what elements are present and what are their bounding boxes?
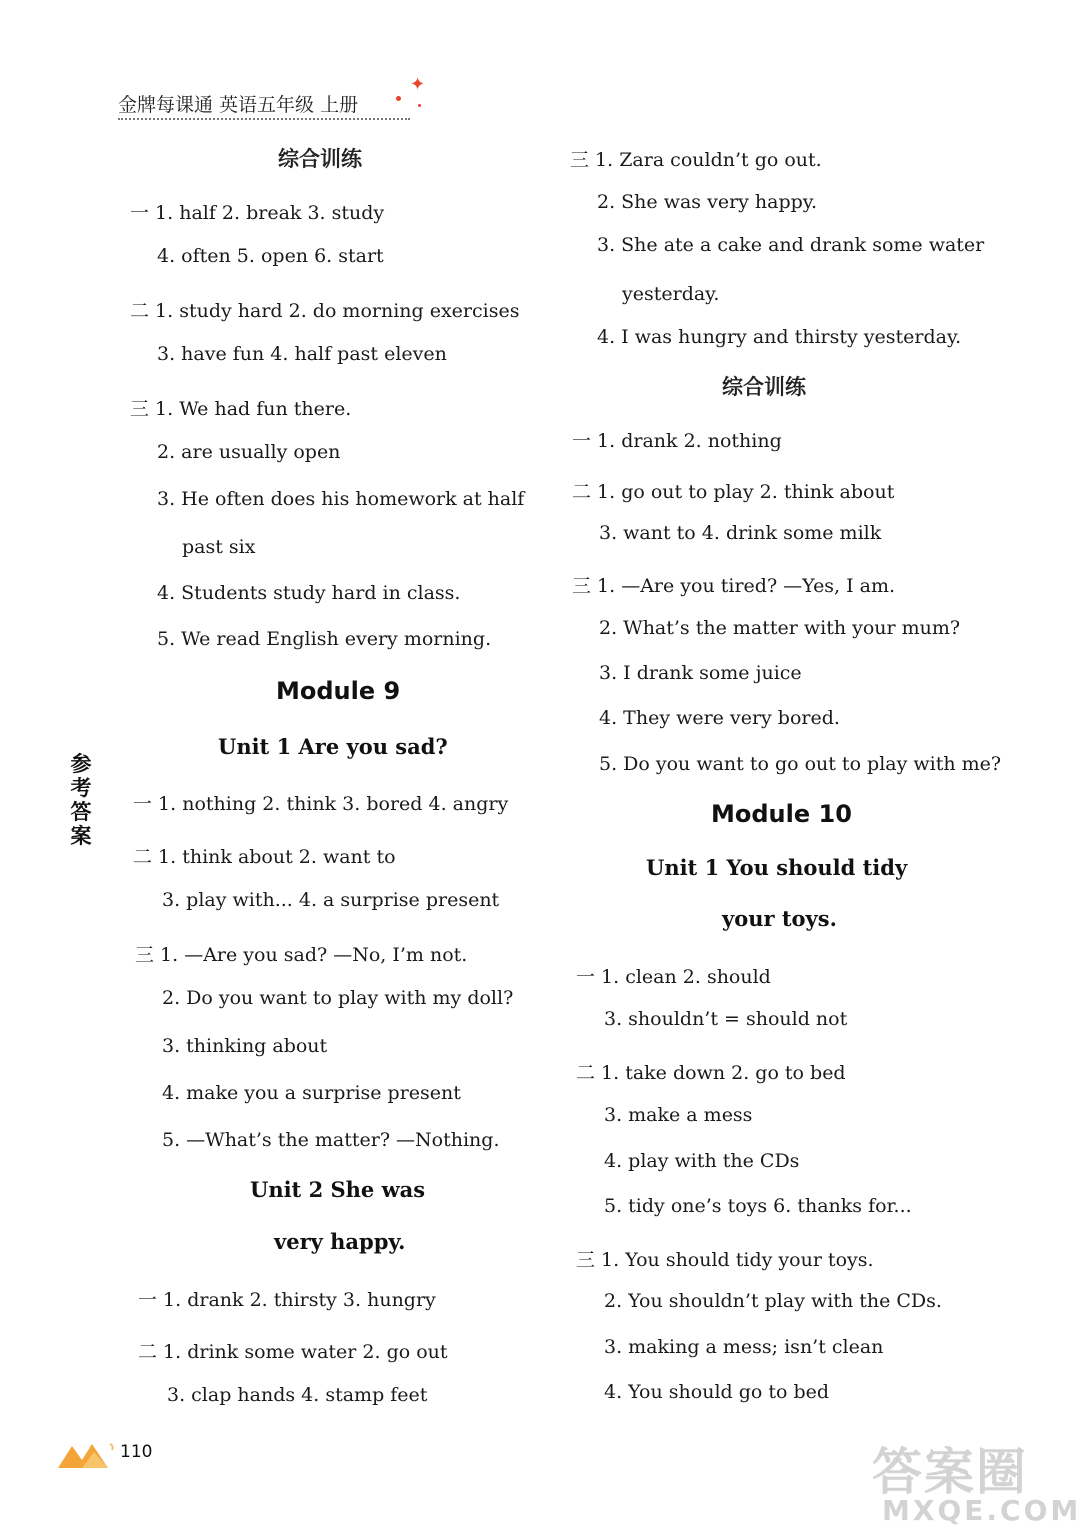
answer-line: 一 1. half 2. break 3. study [130, 202, 385, 224]
answer-line: past six [182, 536, 256, 558]
answer-line: 三 1. Zara couldn’t go out. [570, 149, 822, 171]
answer-line: 2. are usually open [157, 441, 341, 463]
answer-line: 2. She was very happy. [597, 191, 818, 213]
answer-line: 4. You should go to bed [604, 1381, 830, 1403]
answer-line: 4. often 5. open 6. start [157, 245, 384, 267]
watermark-logo [872, 1432, 1081, 1528]
answer-line: 4. They were very bored. [599, 707, 840, 729]
answer-line: yesterday. [622, 283, 720, 305]
page-number: 110 [120, 1442, 153, 1462]
page-header-title: 金牌每课通 英语五年级 上册 [118, 94, 359, 116]
answer-line: 3. want to 4. drink some milk [599, 522, 882, 544]
star-icon: ✦ [410, 74, 426, 95]
answer-line: 4. play with the CDs [604, 1150, 800, 1172]
unit-title: very happy. [274, 1229, 406, 1254]
answer-line: 2. You shouldn’t play with the CDs. [604, 1290, 942, 1312]
header-divider [118, 118, 410, 120]
unit-title: Unit 2 She was [250, 1177, 426, 1202]
answer-line: 二 1. study hard 2. do morning exercises [130, 300, 520, 322]
answer-line: 5. —What’s the matter? —Nothing. [162, 1129, 500, 1151]
answer-line: 一 1. clean 2. should [576, 966, 771, 988]
answer-line: 3. thinking about [162, 1035, 328, 1057]
answer-line: 3. play with... 4. a surprise present [162, 889, 500, 911]
unit-title: Unit 1 You should tidy [646, 855, 908, 880]
answer-line: 二 1. think about 2. want to [133, 846, 396, 868]
answer-line: 3. clap hands 4. stamp feet [167, 1384, 428, 1406]
answer-line: 3. shouldn’t = should not [604, 1008, 848, 1030]
answer-line: 4. make you a surprise present [162, 1082, 461, 1104]
answer-line: 4. I was hungry and thirsty yesterday. [597, 326, 962, 348]
side-label-answers: 参考答案 [70, 752, 92, 848]
watermark-url: MXQE.COM [882, 1494, 1081, 1527]
unit-title: Unit 1 Are you sad? [218, 734, 448, 759]
answer-line: 2. What’s the matter with your mum? [599, 617, 961, 639]
answer-line: 三 1. —Are you tired? —Yes, I am. [572, 575, 896, 597]
module-title: Module 10 [711, 800, 852, 828]
decor-dot [418, 104, 421, 107]
answer-line: 3. I drank some juice [599, 662, 802, 684]
answer-line: 一 1. drank 2. thirsty 3. hungry [138, 1289, 436, 1311]
answer-line: 三 1. —Are you sad? —No, I’m not. [135, 944, 468, 966]
watermark-text: 答案圈 [872, 1443, 1028, 1501]
answer-line: 三 1. We had fun there. [130, 398, 352, 420]
answer-line: 3. have fun 4. half past eleven [157, 343, 447, 365]
answer-line: 5. We read English every morning. [157, 628, 492, 650]
answer-line: 3. making a mess; isn’t clean [604, 1336, 884, 1358]
answer-line: 4. Students study hard in class. [157, 582, 461, 604]
answer-line: 5. Do you want to go out to play with me? [599, 753, 1002, 775]
answer-line: 3. She ate a cake and drank some water [597, 234, 985, 256]
mountain-logo-icon [58, 1438, 116, 1472]
answer-line: 2. Do you want to play with my doll? [162, 987, 514, 1009]
answer-line: 3. He often does his homework at half [157, 488, 525, 510]
section-title-comprehensive: 综合训练 [722, 375, 806, 399]
answer-line: 二 1. go out to play 2. think about [572, 481, 895, 503]
answer-line: 二 1. take down 2. go to bed [576, 1062, 846, 1084]
answer-line: 一 1. nothing 2. think 3. bored 4. angry [133, 793, 509, 815]
section-title-comprehensive: 综合训练 [278, 147, 362, 171]
answer-line: 二 1. drink some water 2. go out [138, 1341, 448, 1363]
answer-line: 一 1. drank 2. nothing [572, 430, 782, 452]
answer-line: 3. make a mess [604, 1104, 753, 1126]
answer-line: 5. tidy one’s toys 6. thanks for... [604, 1195, 912, 1217]
answer-line: 三 1. You should tidy your toys. [576, 1249, 874, 1271]
decor-dot [396, 96, 401, 101]
unit-title: your toys. [722, 906, 837, 931]
module-title: Module 9 [276, 677, 401, 705]
